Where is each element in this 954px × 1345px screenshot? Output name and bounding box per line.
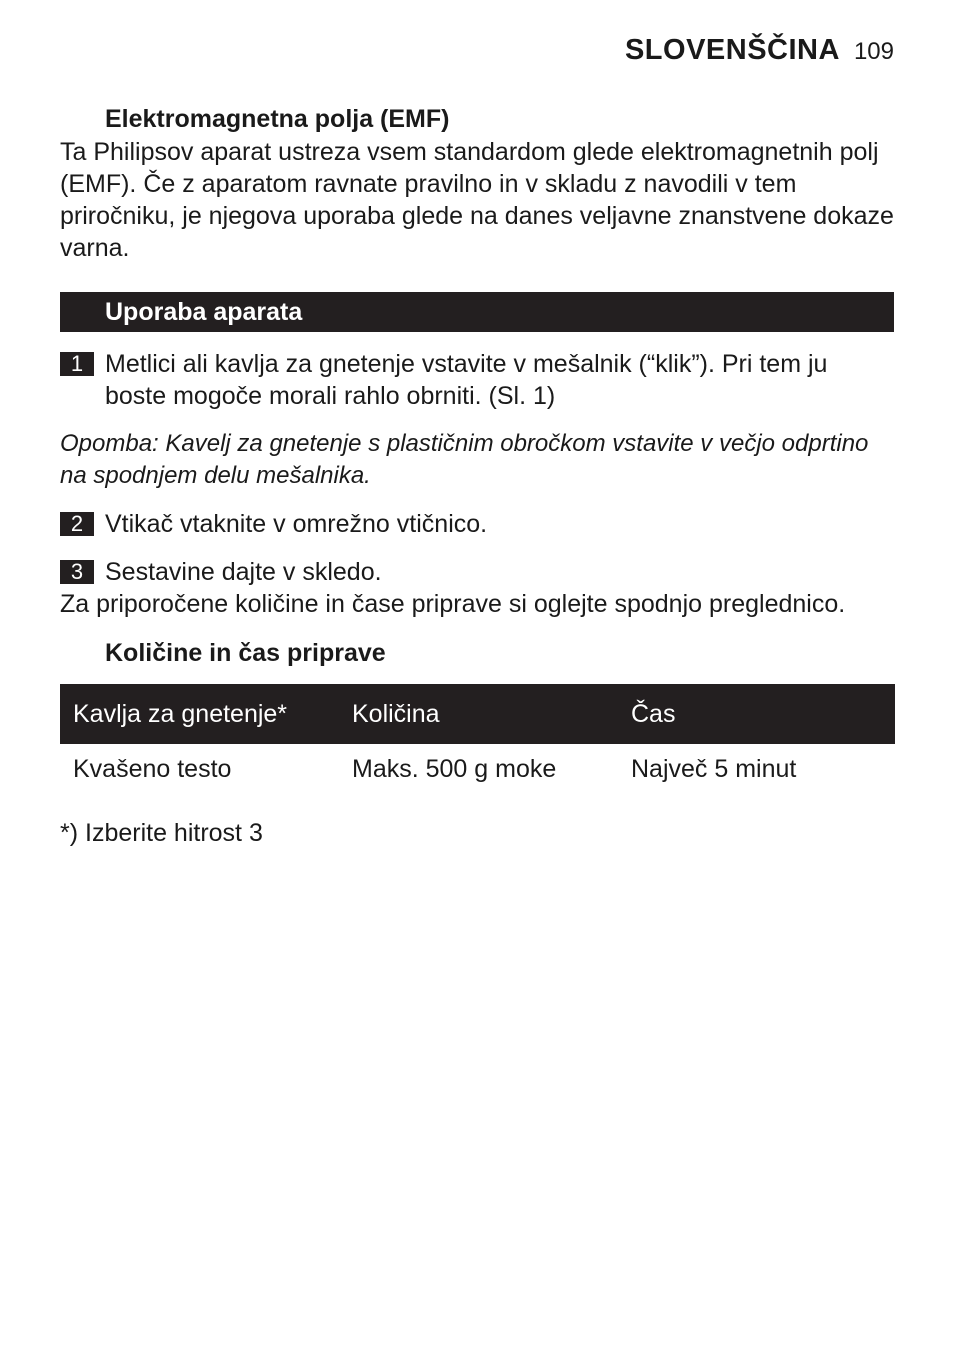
footnote: *) Izberite hitrost 3: [60, 819, 263, 847]
quantities-table: [60, 684, 895, 795]
step-number: 1: [60, 352, 94, 376]
step-1: [60, 348, 894, 412]
table-header-cell: Količina: [352, 699, 440, 728]
page-header: [625, 34, 894, 67]
table-header-cell: Kavlja za gnetenje*: [73, 699, 288, 728]
table-header-cell: Čas: [631, 699, 676, 728]
step-text: Metlici ali kavlja za gnetenje vstavite v mešalnik (“klik”). Pri tem ju boste mogoče morali rahlo obrniti. (Sl. 1): [105, 350, 828, 410]
step-number: 3: [60, 560, 94, 584]
table-cell: Kvašeno testo: [73, 754, 232, 783]
step-3: [60, 556, 894, 588]
table-cell: Največ 5 minut: [631, 754, 797, 783]
section-bar-usage: [60, 292, 894, 332]
emf-paragraph: Ta Philipsov aparat ustreza vsem standardom glede elektromagnetnih polj (EMF). Če z aparatom ravnate pravilno in v skladu z navodili v tem priročniku, je njegova uporaba glede na danes veljavne znanstvene dokaze varna.: [60, 138, 894, 262]
section-title: Uporaba aparata: [105, 297, 303, 326]
page-content: [60, 102, 894, 848]
table-header-row: [60, 684, 895, 744]
table-cell: Maks. 500 g moke: [352, 754, 557, 783]
step-2: [60, 508, 894, 540]
step-number: 2: [60, 512, 94, 536]
language-title: SLOVENŠČINA: [624, 34, 840, 66]
quantities-heading: Količine in čas priprave: [105, 639, 386, 667]
page-number: 109: [853, 38, 894, 65]
step-text: Vtikač vtaknite v omrežno vtičnico.: [105, 510, 488, 538]
emf-heading: Elektromagnetna polja (EMF): [105, 105, 450, 133]
step-text: Sestavine dajte v skledo.: [105, 558, 382, 586]
table-row: [60, 744, 895, 795]
table-reference-text: Za priporočene količine in čase priprave si oglejte spodnjo preglednico.: [60, 590, 846, 618]
note: Opomba: Kavelj za gnetenje s plastičnim obročkom vstavite v večjo odprtino na spodnjem delu mešalnika.: [60, 430, 869, 489]
